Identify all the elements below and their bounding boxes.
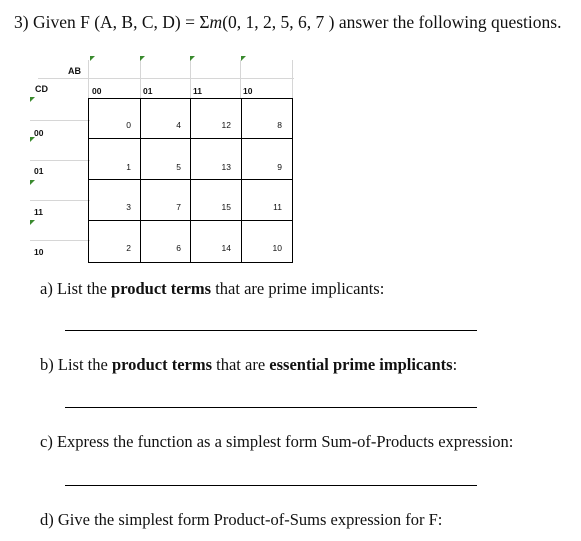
cell-m8: 8 — [277, 120, 282, 130]
question-d: d) Give the simplest form Product-of-Sums expression for F: — [40, 510, 443, 529]
title-minterm-symbol: m — [209, 12, 223, 32]
col-header-10: 10 — [243, 86, 253, 96]
row-header-01: 01 — [34, 166, 44, 176]
cell-m14: 14 — [221, 243, 231, 253]
question-a-suffix: that are prime implicants: — [211, 279, 385, 298]
cell-m15: 15 — [221, 202, 231, 212]
cell-m6: 6 — [176, 243, 181, 253]
question-b-middle: that are — [212, 355, 270, 374]
question-b — [40, 355, 457, 375]
row-header-10: 10 — [34, 247, 44, 257]
cell-m7: 7 — [176, 202, 181, 212]
row-header-00: 00 — [34, 128, 44, 138]
cell-m11: 11 — [273, 202, 282, 212]
title-prefix: 3) Given F (A, B, C, D) = Σ — [14, 12, 210, 32]
kmap-cd-label: CD — [35, 84, 48, 94]
cell-m9: 9 — [277, 162, 282, 172]
question-a — [40, 279, 384, 299]
row-header-11: 11 — [34, 207, 43, 217]
title-rest: (0, 1, 2, 5, 6, 7 ) answer the following questions. — [222, 12, 562, 32]
cell-m1: 1 — [126, 162, 131, 172]
cell-m12: 12 — [221, 120, 231, 130]
question-a-prefix: a) List the — [40, 279, 112, 298]
cell-m0: 0 — [126, 120, 131, 130]
question-b-suffix: : — [452, 355, 458, 374]
kmap-ab-label: AB — [68, 66, 81, 76]
cell-m2: 2 — [126, 243, 131, 253]
cell-m10: 10 — [272, 243, 282, 253]
cell-m4: 4 — [176, 120, 181, 130]
col-header-01: 01 — [143, 86, 153, 96]
cell-m13: 13 — [221, 162, 231, 172]
cell-m3: 3 — [126, 202, 131, 212]
question-b-bold: product terms — [111, 355, 213, 374]
answer-line-a[interactable] — [65, 330, 477, 331]
question-b-prefix: b) List the — [40, 355, 112, 374]
question-a-bold: product terms — [111, 279, 212, 298]
cell-m5: 5 — [176, 162, 181, 172]
question-c: c) Express the function as a simplest form Sum-of-Products expression: — [40, 432, 514, 451]
answer-line-c[interactable] — [65, 485, 477, 486]
answer-line-b[interactable] — [65, 407, 477, 408]
col-header-11: 11 — [193, 86, 202, 96]
question-b-bold2: essential prime implicants — [269, 355, 453, 374]
col-header-00: 00 — [92, 86, 102, 96]
